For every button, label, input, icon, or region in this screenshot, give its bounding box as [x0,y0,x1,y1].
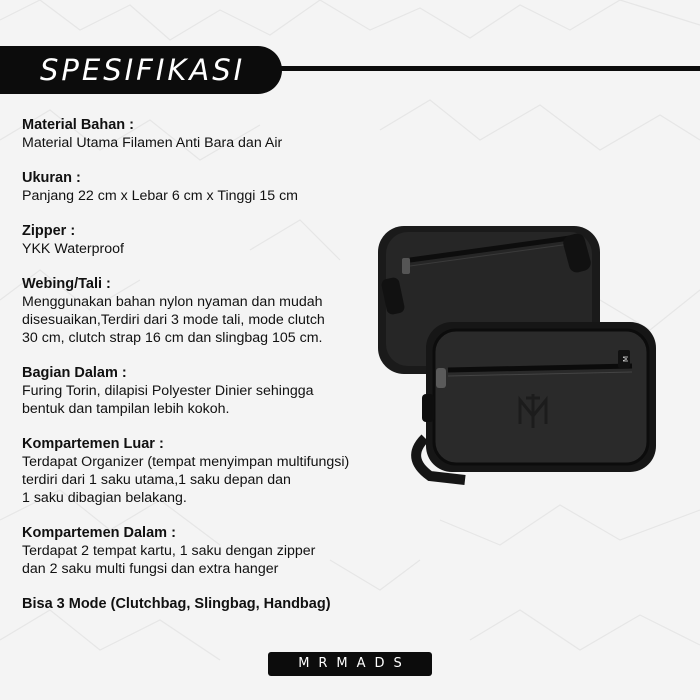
spec-text: Terdapat 2 tempat kartu, 1 saku dengan zipper [22,543,316,559]
spec-section [22,275,382,347]
spec-heading: Kompartemen Dalam : [22,525,176,541]
spec-text: bentuk dan tampilan lebih kokoh. [22,401,230,417]
spec-heading: Material Bahan : [22,117,134,133]
spec-section [22,169,382,205]
spec-text: Material Utama Filamen Anti Bara dan Air [22,135,283,151]
spec-text: YKK Waterproof [22,241,124,257]
brand-logo: MRMADS [268,652,432,676]
spec-text: terdiri dari 1 saku utama,1 saku depan dan [22,472,291,488]
spec-heading: Kompartemen Luar : [22,436,164,452]
spec-heading: Zipper : [22,223,76,239]
spec-heading: Ukuran : [22,170,81,186]
spec-section [22,524,382,578]
svg-text:M: M [622,355,630,363]
spec-text: dan 2 saku multi fungsi dan extra hanger [22,561,279,577]
spec-text: Furing Torin, dilapisi Polyester Dinier sehingga [22,383,314,399]
spec-text: Menggunakan bahan nylon nyaman dan mudah [22,294,323,310]
clutch-bag-image [370,218,660,488]
page-title: SPESIFIKASI [40,53,246,87]
spec-heading: Webing/Tali : [22,276,111,292]
spec-section [22,222,382,258]
spec-heading: Bagian Dalam : [22,365,127,381]
spec-text: disesuaikan,Terdiri dari 3 mode tali, mode clutch [22,312,325,328]
spec-section [22,435,382,507]
spec-section [22,595,382,613]
spec-text: Panjang 22 cm x Lebar 6 cm x Tinggi 15 cm [22,188,299,204]
header-divider [270,66,700,71]
spec-text: 30 cm, clutch strap 16 cm dan slingbag 105 cm. [22,330,323,346]
spec-section [22,364,382,418]
spec-text: Terdapat Organizer (tempat menyimpan multifungsi) [22,454,350,470]
spec-list [22,116,382,630]
spec-text: 1 saku dibagian belakang. [22,490,187,506]
spec-section [22,116,382,152]
spec-heading: Bisa 3 Mode (Clutchbag, Slingbag, Handbag) [22,596,331,612]
